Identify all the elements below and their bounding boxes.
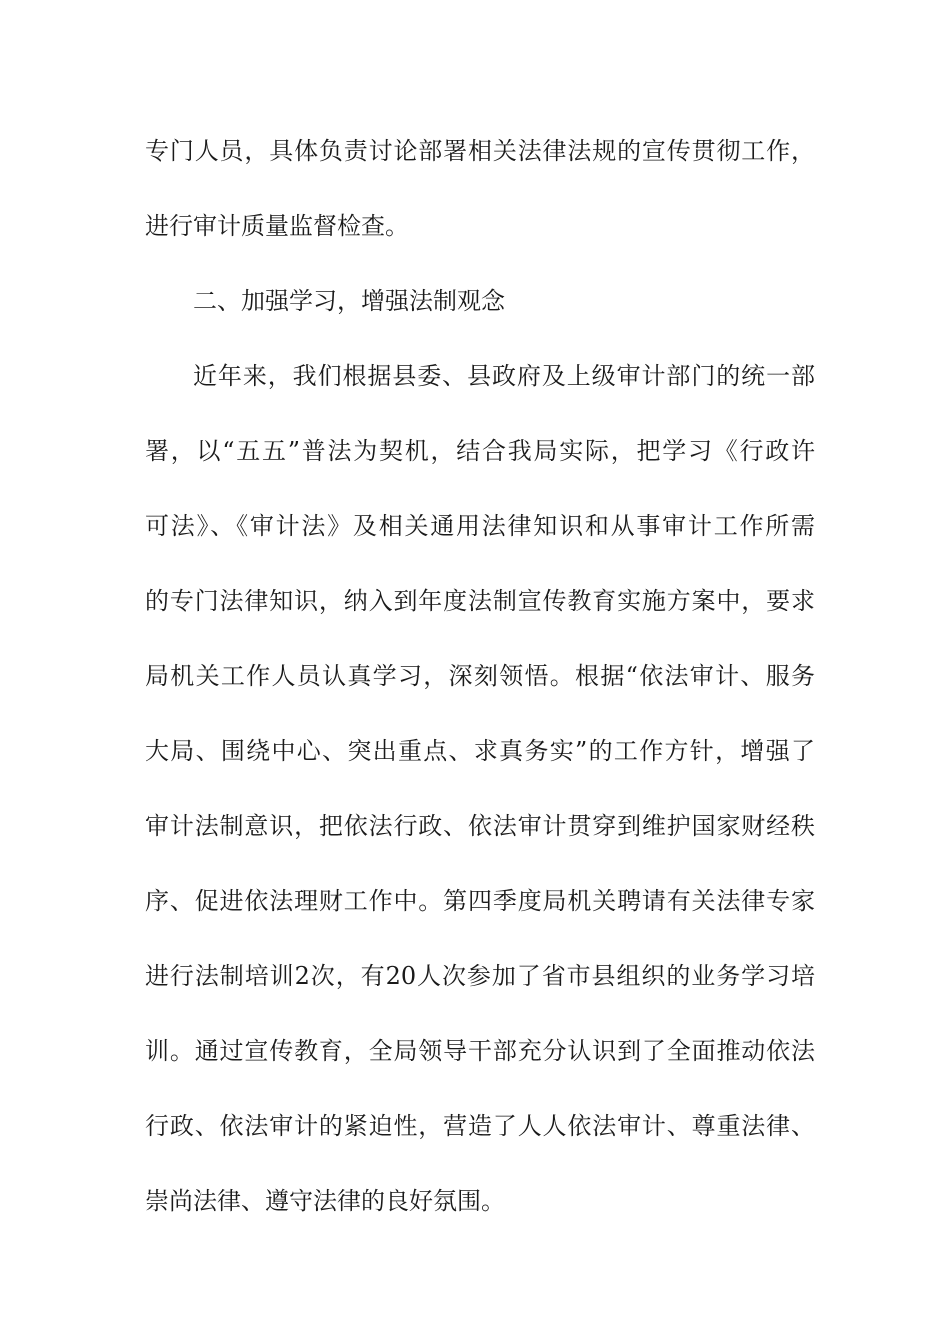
section-heading: 二、加强学习，增强法制观念 (193, 287, 505, 315)
paragraph-line: 近年来，我们根据县委、县政府及上级审计部门的统一部 (193, 362, 815, 390)
paragraph-line: 专门人员，具体负责讨论部署相关法律法规的宣传贯彻工作， (145, 137, 815, 165)
paragraph-line: 行政、依法审计的紧迫性，营造了人人依法审计、尊重法律、 (145, 1112, 815, 1140)
paragraph-line: 序、促进依法理财工作中。第四季度局机关聘请有关法律专家 (145, 887, 815, 915)
paragraph-line: 局机关工作人员认真学习，深刻领悟。根据“依法审计、服务 (145, 662, 815, 690)
paragraph-line: 进行法制培训2次，有20人次参加了省市县组织的业务学习培 (145, 962, 815, 990)
paragraph-line: 署，以“五五”普法为契机，结合我局实际，把学习《行政许 (145, 437, 815, 465)
paragraph-line: 审计法制意识，把依法行政、依法审计贯穿到维护国家财经秩 (145, 812, 815, 840)
paragraph-line: 大局、围绕中心、突出重点、求真务实”的工作方针，增强了 (145, 737, 815, 765)
paragraph-line: 训。通过宣传教育，全局领导干部充分认识到了全面推动依法 (145, 1037, 815, 1065)
paragraph-line: 的专门法律知识，纳入到年度法制宣传教育实施方案中，要求 (145, 587, 815, 615)
paragraph-line: 进行审计质量监督检查。 (145, 212, 409, 240)
paragraph-line: 可法》、《审计法》及相关通用法律知识和从事审计工作所需 (145, 512, 815, 540)
paragraph-line: 崇尚法律、遵守法律的良好氛围。 (145, 1187, 505, 1215)
